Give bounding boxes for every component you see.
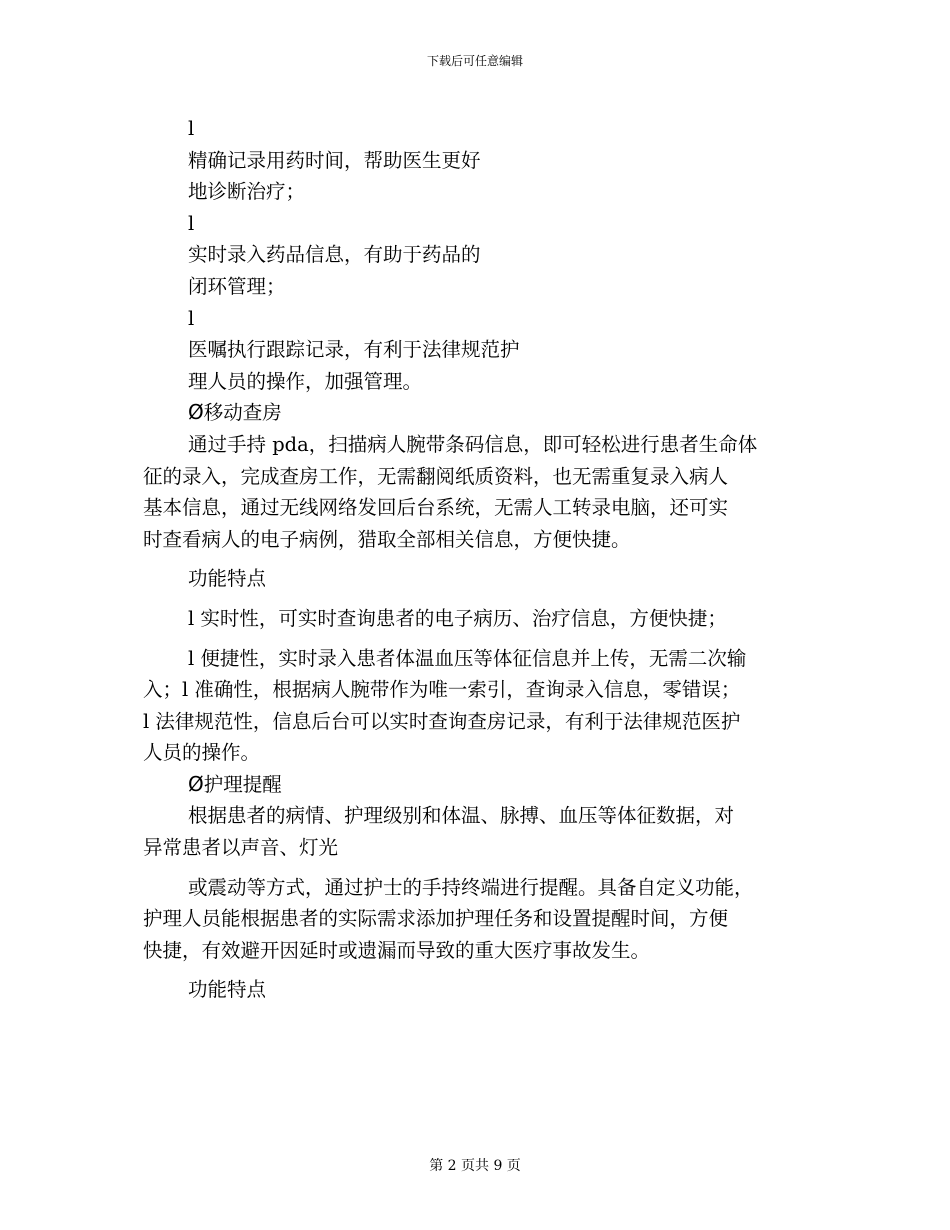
feature-line: 人员的操作。 (143, 741, 261, 765)
feature-line: l 实时性，可实时查询患者的电子病历、治疗信息，方便快捷； (188, 606, 727, 630)
paragraph-line: 时查看病人的电子病例，猎取全部相关信息，方便快捷。 (143, 527, 631, 551)
paragraph-line: 快捷，有效避开因延时或遗漏而导致的重大医疗事故发生。 (143, 938, 651, 962)
paragraph-line: 或震动等方式，通过护士的手持终端进行提醒。具备自定义功能， (188, 875, 754, 899)
features-heading: 功能特点 (188, 978, 267, 1002)
section-heading-text: 护理提醒 (203, 772, 282, 796)
feature-line: l 法律规范性，信息后台可以实时查询查房记录，有利于法律规范医护 (143, 709, 741, 733)
document-body (143, 113, 815, 1006)
paragraph-line: 征的录入，完成查房工作，无需翻阅纸质资料，也无需重复录入病人 (143, 464, 729, 488)
list-item-line: 理人员的操作，加强管理。 (188, 369, 423, 393)
section-marker-icon: Ø (188, 400, 204, 425)
feature-line: 入；l 准确性，根据病人腕带作为唯一索引，查询录入信息，零错误； (143, 678, 741, 702)
section-heading-nursing-reminder (143, 769, 815, 801)
page-header: 下载后可任意编辑 (426, 54, 523, 68)
section-heading-text: 移动查房 (203, 401, 282, 425)
list-item-line: 实时录入药品信息，有助于药品的 (188, 243, 481, 267)
paragraph-line: 基本信息，通过无线网络发回后台系统，无需人工转录电脑，还可实 (143, 496, 729, 520)
paragraph-line: 通过手持 pda，扫描病人腕带条码信息，即可轻松进行患者生命体 (188, 432, 758, 456)
list-item-line: 精确记录用药时间，帮助医生更好 (188, 148, 481, 172)
feature-line: l 便捷性，实时录入患者体温血压等体征信息并上传，无需二次输 (188, 646, 747, 670)
paragraph-line: 护理人员能根据患者的实际需求添加护理任务和设置提醒时间，方便 (143, 907, 729, 931)
section-heading-mobile-rounds (143, 397, 815, 429)
bullet-marker: l (188, 211, 195, 235)
page-footer: 第 2 页共 9 页 (429, 1158, 521, 1174)
paragraph-line: 异常患者以声音、灯光 (143, 836, 339, 860)
list-item-line: 闭环管理； (188, 274, 286, 298)
paragraph-line: 根据患者的病情、护理级别和体温、脉搏、血压等体征数据，对 (188, 804, 735, 828)
bullet-marker: l (188, 117, 195, 140)
list-item-line: 地诊断治疗； (188, 180, 306, 204)
list-item-line: 医嘱执行跟踪记录，有利于法律规范护 (188, 338, 520, 362)
bullet-marker: l (188, 306, 195, 330)
section-marker-icon: Ø (188, 771, 204, 796)
features-heading: 功能特点 (188, 567, 267, 591)
